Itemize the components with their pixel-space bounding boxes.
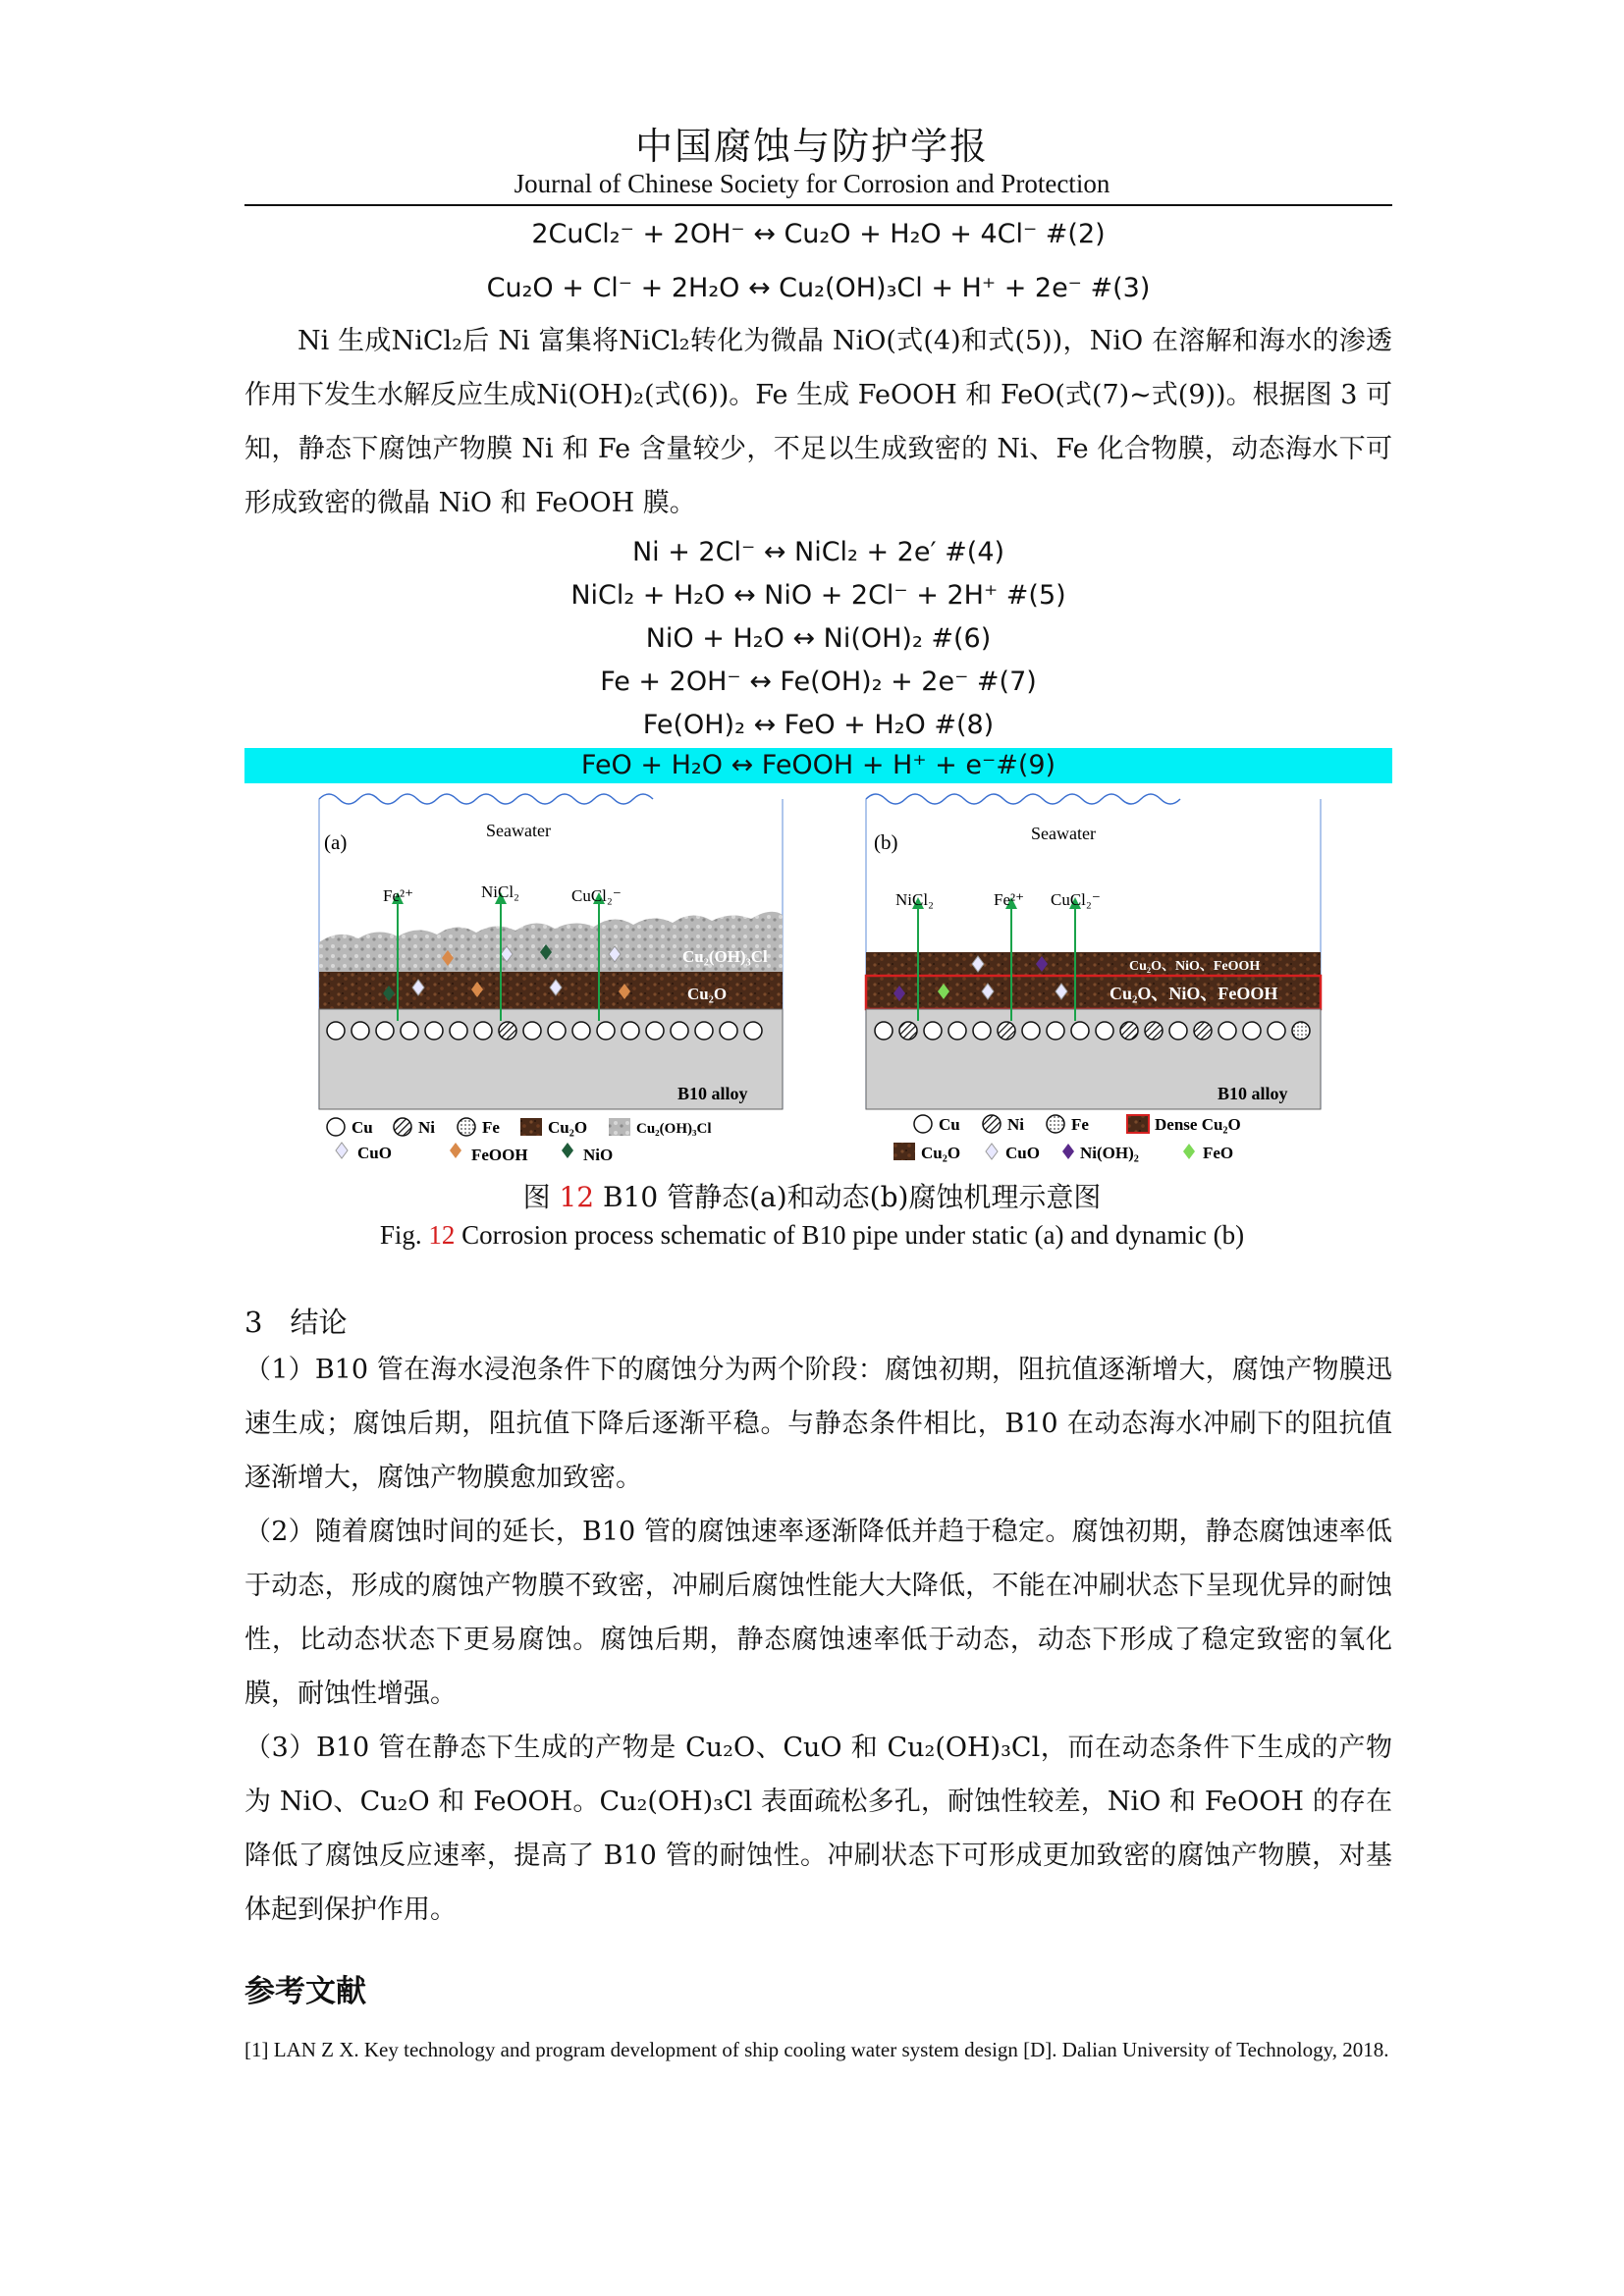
legend-a-cu: Cu: [352, 1118, 373, 1137]
legend-a-feooh: FeOOH: [471, 1146, 528, 1164]
panel-a: [319, 794, 783, 1164]
journal-title-en: Journal of Chinese Society for Corrosion and Protection: [514, 169, 1110, 198]
arrow-label-b3: CuCl₂⁻: [1051, 890, 1101, 909]
layer-top-label-a: Cu₂(OH)₃Cl: [682, 947, 768, 966]
wave-line-b: [866, 794, 1180, 804]
legend-b-cu: Cu: [939, 1115, 960, 1134]
legend-b-cu2o: Cu₂O: [921, 1144, 961, 1162]
corrosion-mechanism-figure: [295, 785, 1335, 1168]
arrow-label-b2: Fe²⁺: [994, 890, 1025, 909]
panel-b: [866, 794, 1321, 1162]
equation-7: Fe + 2OH⁻ ↔ Fe(OH)₂ + 2e⁻ #(7): [600, 667, 1037, 697]
equation-3: Cu₂O + Cl⁻ + 2H₂O ↔ Cu₂(OH)₃Cl + H⁺ + 2e⁻ #(3): [486, 273, 1151, 303]
figure-caption-en: Fig. 12 Corrosion process schematic of B10 pipe under static (a) and dynamic (b): [379, 1220, 1245, 1250]
legend-b-nioh2: Ni(OH)₂: [1080, 1144, 1139, 1162]
panel-b-tag: (b): [874, 830, 898, 854]
legend-b: [893, 1115, 1241, 1162]
legend-b-cuo: CuO: [1005, 1144, 1040, 1162]
legend-a-nio: NiO: [583, 1146, 614, 1164]
journal-title-cn: 中国腐蚀与防护学报: [634, 125, 989, 168]
seawater-label-a: Seawater: [486, 821, 551, 840]
layer-top-label-b: Cu₂O、NiO、FeOOH: [1129, 959, 1261, 974]
layer-mid-label-b: Cu₂O、NiO、FeOOH: [1110, 984, 1278, 1003]
conclusions: [244, 1343, 1392, 1937]
conclusion-2: （2）随着腐蚀时间的延长，B10 管的腐蚀速率逐渐降低并趋于稳定。腐蚀初期，静态腐蚀速率低于动态，形成的腐蚀产物膜不致密，冲刷后腐蚀性能大大降低，不能在冲刷状态下呈现优异的耐蚀性，比动态状态下更易腐蚀。腐蚀后期，静态腐蚀速率低于动态，动态下形成了稳定致密的氧化膜，耐蚀性增强。: [244, 1517, 1392, 1709]
legend-a-cu2o: Cu₂O: [548, 1118, 588, 1137]
legend-a-fe: Fe: [482, 1118, 500, 1137]
reference-item: [1] LAN Z X. Key technology and program development of ship cooling water system design [D]. Dalian University of Technology, 2018.: [244, 2038, 1389, 2061]
arrow-label-a1: Fe²⁺: [383, 886, 414, 905]
alloy-label-b: B10 alloy: [1218, 1084, 1288, 1103]
equation-9-highlighted: FeO + H₂O ↔ FeOOH + H⁺ + e⁻#(9): [244, 748, 1392, 783]
references-title: 参考文献: [244, 1974, 366, 2009]
equation-6: NiO + H₂O ↔ Ni(OH)₂ #(6): [645, 623, 992, 654]
legend-a-cuo: CuO: [357, 1144, 392, 1162]
figure-caption-cn: 图 12 B10 管静态(a)和动态(b)腐蚀机理示意图: [522, 1181, 1102, 1213]
header-rule: [244, 204, 1392, 206]
figure-number-cn: 12: [559, 1181, 595, 1213]
equation-8: Fe(OH)₂ ↔ FeO + H₂O #(8): [642, 710, 995, 740]
arrow-label-a2: NiCl₂: [481, 882, 519, 901]
arrow-label-a3: CuCl₂⁻: [571, 886, 622, 905]
equation-4: Ni + 2Cl⁻ ↔ NiCl₂ + 2e′ #(4): [631, 537, 1005, 567]
wave-line-a: [319, 794, 653, 804]
arrow-label-b1: NiCl₂: [895, 890, 934, 909]
legend-a-ni: Ni: [418, 1118, 435, 1137]
panel-a-tag: (a): [324, 830, 348, 854]
layer-mid-label-a: Cu₂O: [687, 985, 728, 1003]
conclusion-1: （1）B10 管在海水浸泡条件下的腐蚀分为两个阶段：腐蚀初期，阻抗值逐渐增大，腐蚀产物膜迅速生成；腐蚀后期，阻抗值下降后逐渐平稳。与静态条件相比，B10 在动态海水冲刷下的阻抗值逐渐增大，腐蚀产物膜愈加致密。: [244, 1355, 1392, 1493]
equation-2: 2CuCl₂⁻ + 2OH⁻ ↔ Cu₂O + H₂O + 4Cl⁻ #(2): [531, 219, 1106, 249]
legend-b-dense-cu2o: Dense Cu₂O: [1155, 1115, 1241, 1134]
figure-number-en: 12: [428, 1220, 456, 1250]
legend-a: [327, 1118, 712, 1164]
legend-b-fe: Fe: [1071, 1115, 1089, 1134]
equation-5: NiCl₂ + H₂O ↔ NiO + 2Cl⁻ + 2H⁺ #(5): [570, 580, 1066, 611]
section-heading: 3 结论: [244, 1306, 348, 1339]
legend-a-cu2oh3cl: Cu₂(OH)₃Cl: [636, 1121, 712, 1137]
body-paragraph: Ni 生成NiCl₂后 Ni 富集将NiCl₂转化为微晶 NiO(式(4)和式(5))，NiO 在溶解和海水的渗透作用下发生水解反应生成Ni(OH)₂(式(6))。Fe 生成 FeOOH 和 FeO(式(7)~式(9))。根据图 3 可知，静态下腐蚀产物膜 Ni 和 Fe 含量较少，不足以生成致密的 Ni、Fe 化合物膜，动态海水下可形成致密的微晶 NiO 和 FeOOH 膜。: [244, 326, 1392, 518]
legend-b-ni: Ni: [1007, 1115, 1024, 1134]
legend-b-feo: FeO: [1203, 1144, 1234, 1162]
seawater-label-b: Seawater: [1031, 824, 1096, 843]
conclusion-3: （3）B10 管在静态下生成的产物是 Cu₂O、CuO 和 Cu₂(OH)₃Cl，而在动态条件下生成的产物为 NiO、Cu₂O 和 FeOOH。Cu₂(OH)₃Cl 表面疏松多孔，耐蚀性较差，NiO 和 FeOOH 的存在降低了腐蚀反应速率，提高了 B10 管的耐蚀性。冲刷状态下可形成更加致密的腐蚀产物膜，对基体起到保护作用。: [244, 1733, 1392, 1925]
alloy-label-a: B10 alloy: [677, 1084, 748, 1103]
